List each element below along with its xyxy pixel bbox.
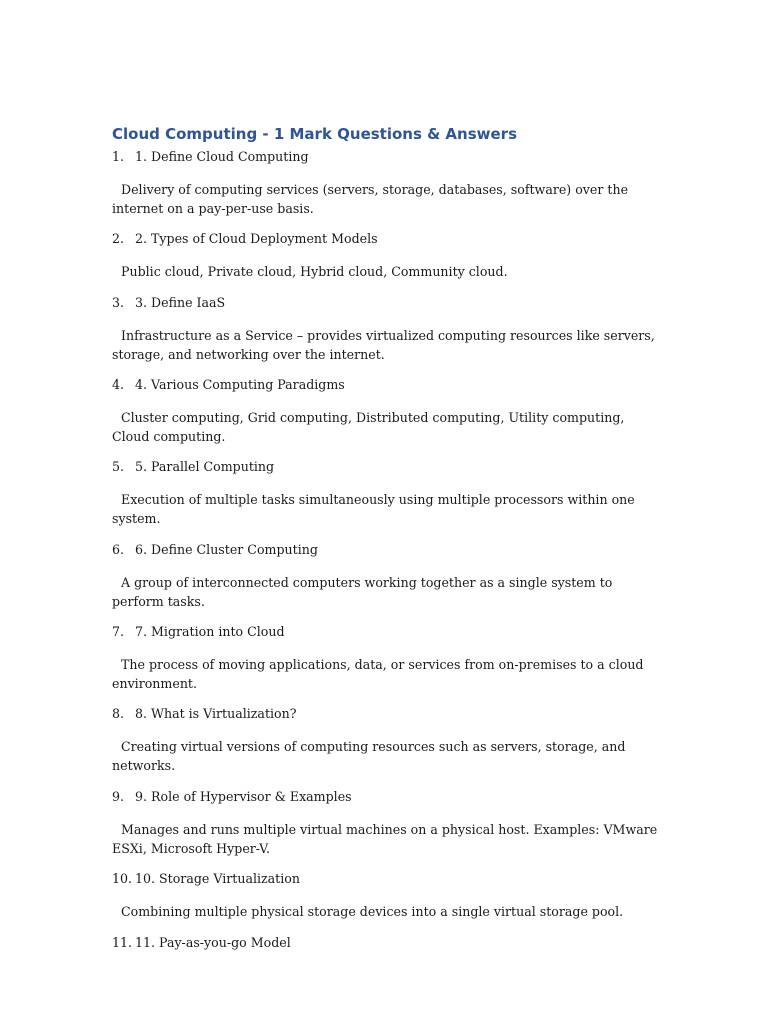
qa-item: [112, 934, 660, 952]
question: [112, 148, 660, 166]
answer-text: Delivery of computing services (servers, storage, databases, software) over the internet on a pay-per-use basis.: [112, 182, 629, 216]
qa-item: [112, 623, 660, 693]
qa-item: [112, 230, 660, 281]
answer-text: Manages and runs multiple virtual machines on a physical host. Examples: VMware ESXi, Microsoft Hyper-V.: [112, 822, 658, 856]
question-text: 11. Pay-as-you-go Model: [135, 935, 291, 950]
question-number: 9.: [112, 789, 125, 804]
question-number: 8.: [112, 706, 125, 721]
question-text: 2. Types of Cloud Deployment Models: [135, 231, 378, 246]
qa-list: [112, 148, 660, 952]
question-text: 5. Parallel Computing: [135, 459, 275, 474]
answer-text: Creating virtual versions of computing resources such as servers, storage, and networks.: [112, 739, 626, 773]
question: [112, 541, 660, 559]
answer-text: Infrastructure as a Service – provides virtualized computing resources like servers, storage, and networking over the internet.: [112, 328, 655, 362]
answer-text: The process of moving applications, data, or services from on-premises to a cloud environment.: [112, 657, 644, 691]
question-text: 9. Role of Hypervisor & Examples: [135, 789, 352, 804]
question-number: 1.: [112, 149, 125, 164]
question-number: 10.: [112, 871, 133, 886]
question: [112, 376, 660, 394]
qa-item: [112, 541, 660, 611]
answer-text: Combining multiple physical storage devices into a single virtual storage pool.: [121, 904, 624, 919]
question: [112, 788, 660, 806]
question-text: 6. Define Cluster Computing: [135, 542, 318, 557]
qa-item: [112, 376, 660, 446]
question-text: 4. Various Computing Paradigms: [135, 377, 345, 392]
question-text: 8. What is Virtualization?: [135, 706, 297, 721]
question-number: 3.: [112, 295, 125, 310]
qa-item: [112, 788, 660, 858]
question: [112, 458, 660, 476]
question: [112, 623, 660, 641]
question: [112, 230, 660, 248]
question: [112, 870, 660, 888]
question-number: 5.: [112, 459, 125, 474]
question-number: 7.: [112, 624, 125, 639]
qa-item: [112, 870, 660, 921]
answer-text: Execution of multiple tasks simultaneously using multiple processors within one system.: [112, 492, 635, 526]
question: [112, 934, 660, 952]
question-text: 7. Migration into Cloud: [135, 624, 285, 639]
question-number: 11.: [112, 935, 133, 950]
qa-item: [112, 458, 660, 528]
question-text: 1. Define Cloud Computing: [135, 149, 309, 164]
qa-item: [112, 705, 660, 775]
document-title: Cloud Computing - 1 Mark Questions & Answers: [112, 125, 518, 143]
question: [112, 294, 660, 312]
question-number: 2.: [112, 231, 125, 246]
question-number: 6.: [112, 542, 125, 557]
question-text: 10. Storage Virtualization: [135, 871, 300, 886]
question-text: 3. Define IaaS: [135, 295, 226, 310]
answer-text: Public cloud, Private cloud, Hybrid cloud, Community cloud.: [121, 264, 508, 279]
answer-text: Cluster computing, Grid computing, Distributed computing, Utility computing, Cloud computing.: [112, 410, 625, 444]
qa-item: [112, 148, 660, 218]
answer-text: A group of interconnected computers working together as a single system to perform tasks.: [112, 575, 613, 609]
qa-item: [112, 294, 660, 364]
question-number: 4.: [112, 377, 125, 392]
question: [112, 705, 660, 723]
